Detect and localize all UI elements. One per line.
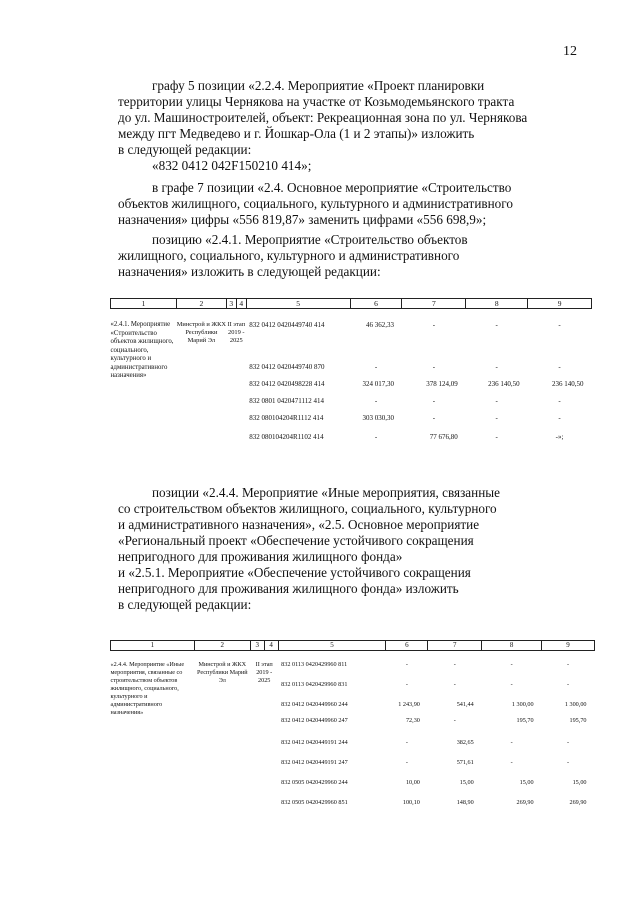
- text-line: территории улицы Чернякова на участке от Козьмодемьянского тракта: [118, 94, 515, 109]
- value-cell: -: [567, 759, 570, 766]
- value-cell: -: [374, 363, 378, 371]
- table-header-row: [111, 641, 595, 651]
- budget-code-cell: 832 0412 0420449191 247: [281, 759, 348, 766]
- column-header: 3: [250, 641, 264, 651]
- paragraph-position-2-2-4: [118, 78, 580, 174]
- value-cell: 1 300,00: [511, 701, 534, 708]
- value-cell: 10,00: [405, 779, 420, 786]
- value-cell: -: [558, 363, 561, 371]
- value-cell: -: [558, 321, 561, 329]
- value-cell: 15,00: [572, 779, 587, 786]
- paragraph-position-2-4: [118, 180, 580, 228]
- table-row: [111, 309, 592, 334]
- stage-cell: II этап 2019 - 2025: [255, 661, 273, 684]
- value-cell: -: [510, 681, 513, 688]
- value-cell: 1 243,90: [398, 701, 420, 708]
- executor-cell: Минстрой и ЖКХ Республики Марий Эл: [176, 321, 226, 344]
- table-position-2-4-4: [110, 640, 595, 807]
- value-cell: -: [510, 661, 513, 668]
- text-line: между пгт Медведево и г. Йошкар-Ола (1 и 2 этапы)» изложить: [118, 126, 475, 141]
- value-cell: 378 124,09: [426, 380, 458, 388]
- paragraph-position-2-4-1: [118, 232, 580, 280]
- value-cell: 72,30: [405, 717, 420, 724]
- text-line: в следующей редакции:: [118, 597, 252, 612]
- value-cell: -: [495, 363, 498, 371]
- text-line: графу 5 позиции «2.2.4. Мероприятие «Проект планировки: [152, 78, 485, 93]
- budget-code-cell: 832 080104204R1112 414: [249, 414, 324, 422]
- text-line: до ул. Машиностроителей, объект: Рекреационная зона по ул. Чернякова: [118, 110, 528, 125]
- text-line: назначения» изложить в следующей редакции:: [118, 264, 381, 279]
- value-cell: -: [432, 363, 436, 371]
- value-cell: -: [558, 414, 561, 422]
- value-cell: -: [405, 681, 408, 688]
- value-cell: 195,70: [516, 717, 534, 724]
- value-cell: -: [374, 397, 378, 405]
- value-cell: 236 140,50: [488, 380, 520, 388]
- column-header: 1: [111, 641, 195, 651]
- budget-code-cell: 832 0113 0420429960 831: [281, 681, 348, 688]
- value-cell: 195,70: [569, 717, 587, 724]
- column-header: 6: [350, 299, 402, 309]
- value-cell: -: [453, 661, 456, 668]
- value-cell: -: [432, 397, 436, 405]
- column-header: 4: [264, 641, 278, 651]
- text-line: жилищного, социального, культурного и административного: [118, 248, 460, 263]
- text-line: и «2.5.1. Мероприятие «Обеспечение устойчивого сокращения: [118, 565, 471, 580]
- text-line: непригодного для проживания жилищного фонда» изложить: [118, 581, 459, 596]
- value-cell: -: [558, 397, 561, 405]
- value-cell: 541,44: [456, 701, 474, 708]
- column-header: 5: [246, 299, 350, 309]
- value-cell: 324 017,30: [362, 380, 394, 388]
- budget-code-cell: 832 0505 0420429960 851: [281, 799, 348, 806]
- measure-name-cell: «2.4.1. Мероприятие «Строительство объектов жилищного, социального, культурного и административного назначения»: [110, 321, 174, 379]
- value-cell: 236 140,50: [552, 380, 584, 388]
- paragraph-positions-2-4-4-2-5-2-5-1: [118, 485, 580, 613]
- value-cell: -: [405, 739, 408, 746]
- value-cell: -: [495, 433, 498, 441]
- code-line: «832 0412 042F150210 414»;: [152, 158, 312, 173]
- table-row: [111, 651, 595, 670]
- measure-name-cell: «2.4.4. Мероприятие «Иные мероприятия, связанные со строительством объектов жилищного, социального, культурного и административного назначения»: [110, 661, 185, 716]
- value-cell: -: [495, 397, 498, 405]
- budget-code-cell: 832 0412 0420449740 414: [249, 321, 325, 329]
- value-cell: -: [510, 759, 513, 766]
- column-header: 9: [528, 299, 592, 309]
- column-header: 8: [466, 299, 528, 309]
- column-header: 4: [236, 299, 246, 309]
- text-line: и административного назначения», «2.5. Основное мероприятие: [118, 517, 480, 532]
- value-cell: -: [432, 321, 436, 329]
- value-cell: -: [495, 321, 498, 329]
- column-header: 2: [194, 641, 250, 651]
- value-cell: -: [510, 739, 513, 746]
- stage-cell: II этап 2019 - 2025: [227, 321, 246, 344]
- budget-code-cell: 832 0801 0420471112 414: [249, 397, 324, 405]
- budget-code-cell: 832 0412 0420449191 244: [281, 739, 348, 746]
- value-cell: 46 362,33: [365, 321, 394, 329]
- column-header: 8: [482, 641, 542, 651]
- value-cell: -: [405, 661, 408, 668]
- value-cell: 303 030,30: [362, 414, 394, 422]
- value-cell: -: [495, 414, 498, 422]
- value-cell: 100,10: [402, 799, 420, 806]
- value-cell: -: [453, 681, 456, 688]
- text-line: «Региональный проект «Обеспечение устойчивого сокращения: [118, 533, 474, 548]
- budget-code-cell: 832 0113 0420429960 811: [281, 661, 348, 668]
- value-cell: -: [374, 433, 378, 441]
- budget-code-cell: 832 0412 0420498228 414: [249, 380, 325, 388]
- value-cell: 148,90: [456, 799, 474, 806]
- column-header: 9: [542, 641, 595, 651]
- value-cell: -: [567, 661, 570, 668]
- budget-code-cell: 832 0412 0420449960 244: [281, 701, 348, 708]
- value-cell: -: [567, 681, 570, 688]
- value-cell: 15,00: [459, 779, 474, 786]
- text-line: в графе 7 позиции «2.4. Основное мероприятие «Строительство: [152, 180, 512, 195]
- value-cell: 77 676,80: [429, 433, 458, 441]
- value-cell: 269,90: [569, 799, 587, 806]
- value-cell: 382,65: [456, 739, 474, 746]
- table-header-row: [111, 299, 592, 309]
- column-header: 1: [111, 299, 177, 309]
- budget-code-cell: 832 0412 0420449960 247: [281, 717, 348, 724]
- page-number: 12: [563, 44, 577, 59]
- executor-cell: Минстрой и ЖКХ Республики Марий Эл: [197, 661, 248, 684]
- text-line: позиции «2.4.4. Мероприятие «Иные мероприятия, связанные: [152, 485, 500, 500]
- budget-code-cell: 832 0505 0420429960 244: [281, 779, 348, 786]
- text-line: назначения» цифры «556 819,87» заменить цифрами «556 698,9»;: [118, 212, 487, 227]
- value-cell: 1 300,00: [564, 701, 587, 708]
- text-line: в следующей редакции:: [118, 142, 252, 157]
- value-cell: 15,00: [519, 779, 534, 786]
- text-line: позицию «2.4.1. Мероприятие «Строительство объектов: [152, 232, 468, 247]
- budget-code-cell: 832 0412 0420449740 870: [249, 363, 325, 371]
- value-cell: -: [432, 414, 436, 422]
- value-cell: 571,61: [456, 759, 474, 766]
- column-header: 7: [402, 299, 466, 309]
- value-cell: -: [567, 739, 570, 746]
- column-header: 5: [278, 641, 386, 651]
- column-header: 3: [226, 299, 236, 309]
- text-line: объектов жилищного, социального, культурного и административного: [118, 196, 513, 211]
- value-cell: -: [453, 717, 456, 724]
- text-line: со строительством объектов жилищного, социального, культурного: [118, 501, 497, 516]
- column-header: 2: [176, 299, 226, 309]
- column-header: 6: [386, 641, 428, 651]
- table-position-2-4-1: [110, 298, 592, 442]
- value-cell: -: [405, 759, 408, 766]
- value-cell: 269,90: [516, 799, 534, 806]
- value-cell: -»;: [555, 433, 564, 441]
- column-header: 7: [428, 641, 482, 651]
- text-line: непригодного для проживания жилищного фонда»: [118, 549, 403, 564]
- budget-code-cell: 832 080104204R1102 414: [249, 433, 324, 441]
